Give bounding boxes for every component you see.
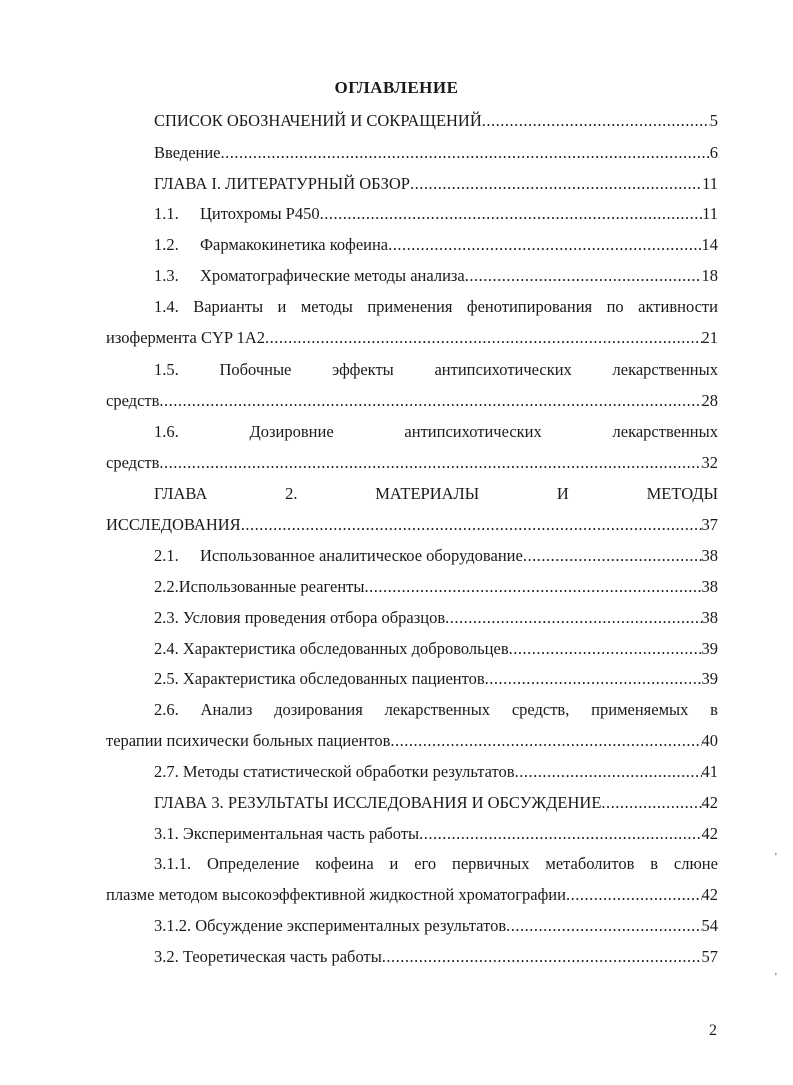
toc-entry-page: 57 bbox=[701, 947, 718, 966]
page-number: 2 bbox=[709, 1022, 717, 1039]
toc-entry-label: ГЛАВА 3. РЕЗУЛЬТАТЫ ИССЛЕДОВАНИЯ И ОБСУЖДЕНИЕ bbox=[154, 793, 602, 812]
toc-entry-label: Цитохромы Р450 bbox=[200, 204, 320, 223]
toc-entry-page: 39 bbox=[701, 669, 718, 688]
toc-entry-page: 18 bbox=[701, 266, 718, 285]
toc-word: ГЛАВА bbox=[154, 484, 208, 503]
toc-entry-label: 3.2. Теоретическая часть работы bbox=[154, 947, 382, 966]
toc-entry-page: 42 bbox=[701, 885, 718, 904]
toc-entry-number: 1.6. bbox=[154, 422, 179, 441]
toc-entry-page: 41 bbox=[701, 762, 718, 781]
leader-dots bbox=[241, 514, 702, 536]
leader-dots bbox=[221, 142, 710, 164]
toc-entry bbox=[154, 110, 718, 132]
toc-entry-label: ГЛАВА I. ЛИТЕРАТУРНЫЙ ОБЗОР bbox=[154, 174, 410, 193]
leader-dots bbox=[566, 884, 702, 906]
toc-entry-label: СПИСОК ОБОЗНАЧЕНИЙ И СОКРАЩЕНИЙ bbox=[154, 111, 482, 130]
toc-entry-line1 bbox=[154, 296, 718, 318]
toc-entry-page: 5 bbox=[709, 111, 718, 130]
toc-word: дозирования bbox=[274, 700, 363, 719]
toc-entry-label: терапии психически больных пациентов bbox=[106, 731, 391, 750]
toc-entry-page: 37 bbox=[701, 515, 718, 534]
toc-word: его bbox=[414, 854, 437, 873]
toc-word: лекарственных bbox=[612, 360, 718, 379]
toc-entry-label: 3.1.2. Обсуждение эксперименталных результатов bbox=[154, 916, 507, 935]
toc-entry bbox=[154, 915, 718, 937]
toc-entry-line2 bbox=[106, 327, 718, 349]
leader-dots bbox=[523, 545, 702, 567]
toc-entry-number: 1.3. bbox=[154, 266, 179, 285]
toc-word: метаболитов bbox=[545, 854, 635, 873]
leader-dots bbox=[465, 265, 702, 287]
toc-word: в bbox=[710, 700, 718, 719]
toc-word: 2. bbox=[285, 484, 298, 503]
leader-dots bbox=[515, 761, 702, 783]
toc-entry-page: 6 bbox=[709, 143, 718, 162]
toc-entry-label: Введение bbox=[154, 143, 221, 162]
page-title: ОГЛАВЛЕНИЕ bbox=[334, 78, 459, 97]
toc-word: 2.6. bbox=[154, 700, 179, 719]
toc-word: антипсихотических bbox=[404, 422, 542, 441]
toc-entry-line2 bbox=[106, 884, 718, 906]
toc-word: МЕТОДЫ bbox=[646, 484, 718, 503]
leader-dots bbox=[601, 792, 701, 814]
toc-entry-line1 bbox=[154, 699, 718, 721]
toc-entry-label: средств bbox=[106, 391, 160, 410]
toc-entry-label: ИССЛЕДОВАНИЯ bbox=[106, 515, 241, 534]
toc-entry-page: 54 bbox=[701, 916, 718, 935]
toc-word: МАТЕРИАЛЫ bbox=[375, 484, 480, 503]
scan-speck: ' bbox=[775, 852, 777, 863]
leader-dots bbox=[482, 110, 710, 132]
toc-entry-number: 1.4. bbox=[154, 297, 179, 316]
toc-entry-line2 bbox=[106, 452, 718, 474]
toc-entry bbox=[154, 142, 718, 164]
toc-entry bbox=[154, 265, 718, 287]
toc-word: Определение bbox=[206, 854, 300, 873]
toc-word: средств, bbox=[511, 700, 570, 719]
toc-entry bbox=[154, 173, 718, 195]
toc-entry-page: 38 bbox=[701, 608, 718, 627]
toc-word: антипсихотических bbox=[434, 360, 572, 379]
toc-entry-page: 39 bbox=[701, 639, 718, 658]
toc-entry-label: 2.5. Характеристика обследованных пациентов bbox=[154, 669, 485, 688]
toc-entry-label: 3.1. Экспериментальная часть работы bbox=[154, 824, 420, 843]
toc-entry bbox=[154, 823, 718, 845]
toc-entry-page: 32 bbox=[701, 453, 718, 472]
toc-entry-page: 38 bbox=[701, 546, 718, 565]
toc-word: первичных bbox=[452, 854, 530, 873]
toc-entry-number: 2.1. bbox=[154, 546, 179, 565]
toc-entry-page: 11 bbox=[702, 204, 718, 223]
toc-entry-page: 28 bbox=[701, 391, 718, 410]
leader-dots bbox=[506, 915, 701, 937]
toc-entry-line1 bbox=[154, 483, 718, 505]
toc-entry bbox=[154, 668, 718, 690]
leader-dots bbox=[445, 607, 701, 629]
toc-word: кофеина bbox=[315, 854, 374, 873]
toc-word: по bbox=[606, 297, 624, 316]
toc-entry-number: 1.1. bbox=[154, 204, 179, 223]
toc-entry-number: 1.2. bbox=[154, 235, 179, 254]
leader-dots bbox=[388, 234, 701, 256]
toc-entry bbox=[154, 792, 718, 814]
toc-entry bbox=[154, 761, 718, 783]
toc-word: лекарственных bbox=[384, 700, 491, 719]
toc-entry-page: 38 bbox=[701, 577, 718, 596]
leader-dots bbox=[320, 203, 703, 225]
leader-dots bbox=[509, 638, 702, 660]
toc-word: и bbox=[389, 854, 399, 873]
toc-entry-label: 2.4. Характеристика обследованных добровольцев bbox=[154, 639, 509, 658]
toc-entry bbox=[154, 638, 718, 660]
toc-entry-page: 42 bbox=[701, 793, 718, 812]
toc-entry-line2 bbox=[106, 514, 718, 536]
toc-entry bbox=[154, 946, 718, 968]
toc-entry-page: 21 bbox=[701, 328, 718, 347]
leader-dots bbox=[159, 390, 701, 412]
toc-word: слюне bbox=[673, 854, 718, 873]
toc-word: активности bbox=[638, 297, 718, 316]
toc-word: Анализ bbox=[200, 700, 253, 719]
toc-word: фенотипирования bbox=[466, 297, 593, 316]
toc-entry-label: 2.2.Использованные реагенты bbox=[154, 577, 365, 596]
toc-word: применения bbox=[367, 297, 453, 316]
toc-entry bbox=[154, 234, 718, 256]
toc-word: И bbox=[556, 484, 569, 503]
toc-entry-label: Фармакокинетика кофеина bbox=[200, 235, 389, 254]
toc-entry-label: Хроматографические методы анализа bbox=[200, 266, 465, 285]
leader-dots bbox=[382, 946, 702, 968]
leader-dots bbox=[265, 327, 702, 349]
toc-entry-line2 bbox=[106, 730, 718, 752]
toc-entry-label: 2.7. Методы статистической обработки результатов bbox=[154, 762, 515, 781]
toc-entry bbox=[154, 607, 718, 629]
toc-word: лекарственных bbox=[612, 422, 718, 441]
toc-entry-line2 bbox=[106, 390, 718, 412]
toc-entry-label: Использованное аналитическое оборудование bbox=[200, 546, 523, 565]
scan-speck: ' bbox=[775, 972, 777, 983]
leader-dots bbox=[410, 173, 702, 195]
toc-word: и bbox=[277, 297, 287, 316]
toc-word: эффекты bbox=[332, 360, 394, 379]
toc-entry-line1 bbox=[154, 359, 718, 381]
toc-entry-number: 1.5. bbox=[154, 360, 179, 379]
toc-word: методы bbox=[300, 297, 353, 316]
toc-word: Дозировние bbox=[249, 422, 334, 441]
leader-dots bbox=[419, 823, 701, 845]
toc-word: применяемых bbox=[591, 700, 689, 719]
toc-word: в bbox=[650, 854, 659, 873]
toc-entry-page: 42 bbox=[701, 824, 718, 843]
toc-entry-label: 2.3. Условия проведения отбора образцов bbox=[154, 608, 446, 627]
toc-entry-line1 bbox=[154, 421, 718, 443]
toc-entry bbox=[154, 576, 718, 598]
leader-dots bbox=[390, 730, 701, 752]
toc-word: Побочные bbox=[219, 360, 292, 379]
toc-word: Варианты bbox=[193, 297, 264, 316]
toc-entry-page: 11 bbox=[702, 174, 718, 193]
toc-word: 3.1.1. bbox=[154, 854, 192, 873]
leader-dots bbox=[364, 576, 701, 598]
toc-entry-label: плазме методом высокоэффективной жидкостной хроматографии bbox=[106, 885, 566, 904]
toc-entry-label: средств bbox=[106, 453, 160, 472]
toc-entry bbox=[154, 545, 718, 567]
toc-entry-line1 bbox=[154, 853, 718, 875]
toc-entry-page: 40 bbox=[701, 731, 718, 750]
leader-dots bbox=[159, 452, 701, 474]
leader-dots bbox=[485, 668, 702, 690]
toc-entry bbox=[154, 203, 718, 225]
toc-entry-page: 14 bbox=[701, 235, 718, 254]
toc-entry-label: изофермента CYP 1A2 bbox=[106, 328, 265, 347]
